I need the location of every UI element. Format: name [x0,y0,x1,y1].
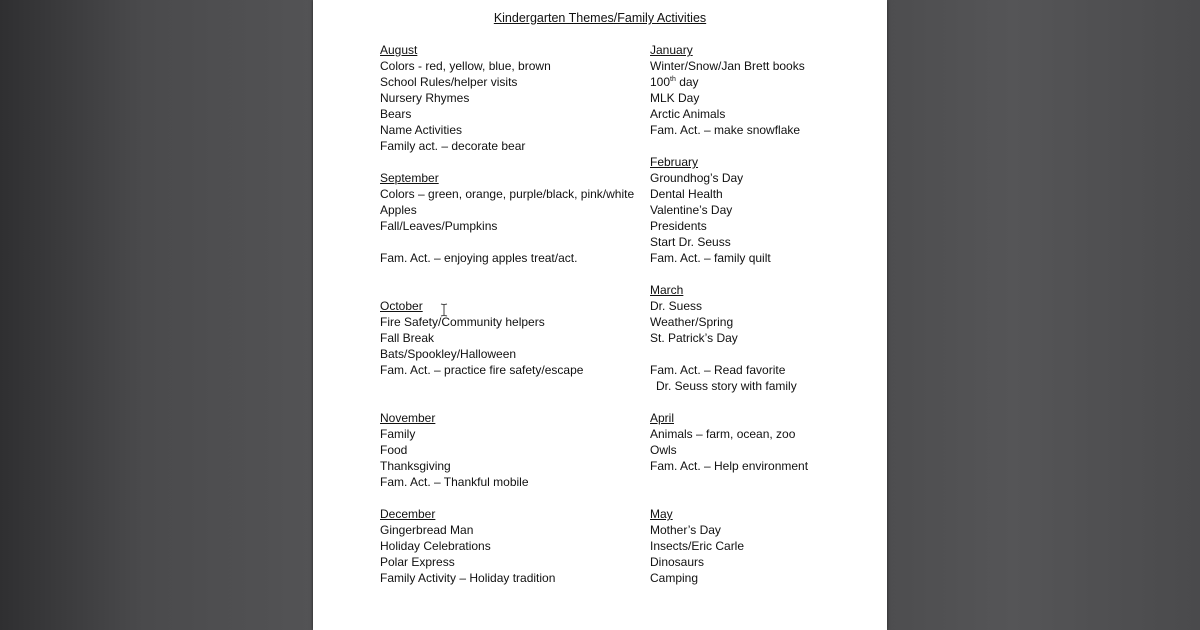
list-item: Fam. Act. – practice fire safety/escape [380,363,584,377]
list-item: Food [380,443,408,457]
list-item: Animals – farm, ocean, zoo [650,427,796,441]
list-item: Valentine’s Day [650,203,733,217]
superscript-th: th [670,76,676,83]
list-item: Fam. Act. – make snowflake [650,123,801,137]
list-item: Gingerbread Man [380,523,474,537]
list-item: Holiday Celebrations [380,539,491,553]
list-item: Bears [380,107,412,121]
month-heading-october: October [380,299,423,313]
list-item: Polar Express [380,555,455,569]
list-item [650,346,808,362]
list-item-suffix: day [675,75,699,89]
document-title: Kindergarten Themes/Family Activities [493,11,707,25]
list-item-number: 100 [650,75,671,89]
list-item: Camping [650,571,699,585]
left-column [380,42,634,586]
list-item [380,234,634,250]
list-item: Fam. Act. – enjoying apples treat/act. [380,251,578,265]
list-item: Colors – green, orange, purple/black, pink/white [380,187,635,201]
list-item: Fam. Act. – Help environment [650,459,809,473]
list-item: School Rules/helper visits [380,75,518,89]
list-item: Fire Safety/Community helpers [380,315,545,329]
list-item: Dr. Seuss story with family [656,379,797,393]
month-heading-december: December [380,507,436,521]
list-item: Mother’s Day [650,523,721,537]
list-item: Start Dr. Seuss [650,235,731,249]
month-heading-august: August [380,43,418,57]
list-item: Arctic Animals [650,107,726,121]
list-item: Presidents [650,219,707,233]
month-heading-april: April [650,411,675,425]
text-cursor-icon [440,303,448,317]
list-item: Fall/Leaves/Pumpkins [380,219,498,233]
month-heading-november: November [380,411,436,425]
list-item: Owls [650,443,677,457]
viewer-background-right [888,0,1200,630]
list-item: Dinosaurs [650,555,705,569]
month-heading-march: March [650,283,684,297]
list-item: Groundhog’s Day [650,171,744,185]
list-item: Family act. – decorate bear [380,139,526,153]
month-heading-january: January [650,43,693,57]
list-item: Fam. Act. – family quilt [650,251,771,265]
month-heading-september: September [380,171,439,185]
month-heading-february: February [650,155,699,169]
list-item: Thanksgiving [380,459,451,473]
list-item: Apples [380,203,417,217]
list-item: St. Patrick’s Day [650,331,738,345]
list-item: Dr. Suess [650,299,703,313]
document-page [313,0,887,630]
list-item: Bats/Spookley/Halloween [380,347,517,361]
list-item: MLK Day [650,91,700,105]
list-item: Colors - red, yellow, blue, brown [380,59,551,73]
list-item: Name Activities [380,123,463,137]
list-item: Fam. Act. – Read favorite [650,363,786,377]
month-heading-may: May [650,507,673,521]
list-item: Family [380,427,416,441]
list-item: Insects/Eric Carle [650,539,745,553]
list-item: Dental Health [650,187,723,201]
list-item: Fam. Act. – Thankful mobile [380,475,529,489]
list-item: Family Activity – Holiday tradition [380,571,556,585]
list-item: Fall Break [380,331,435,345]
list-item: Nursery Rhymes [380,91,470,105]
list-item: Weather/Spring [650,315,734,329]
list-item: Winter/Snow/Jan Brett books [650,59,805,73]
right-column [650,42,808,586]
list-item-100th-day [650,74,808,90]
